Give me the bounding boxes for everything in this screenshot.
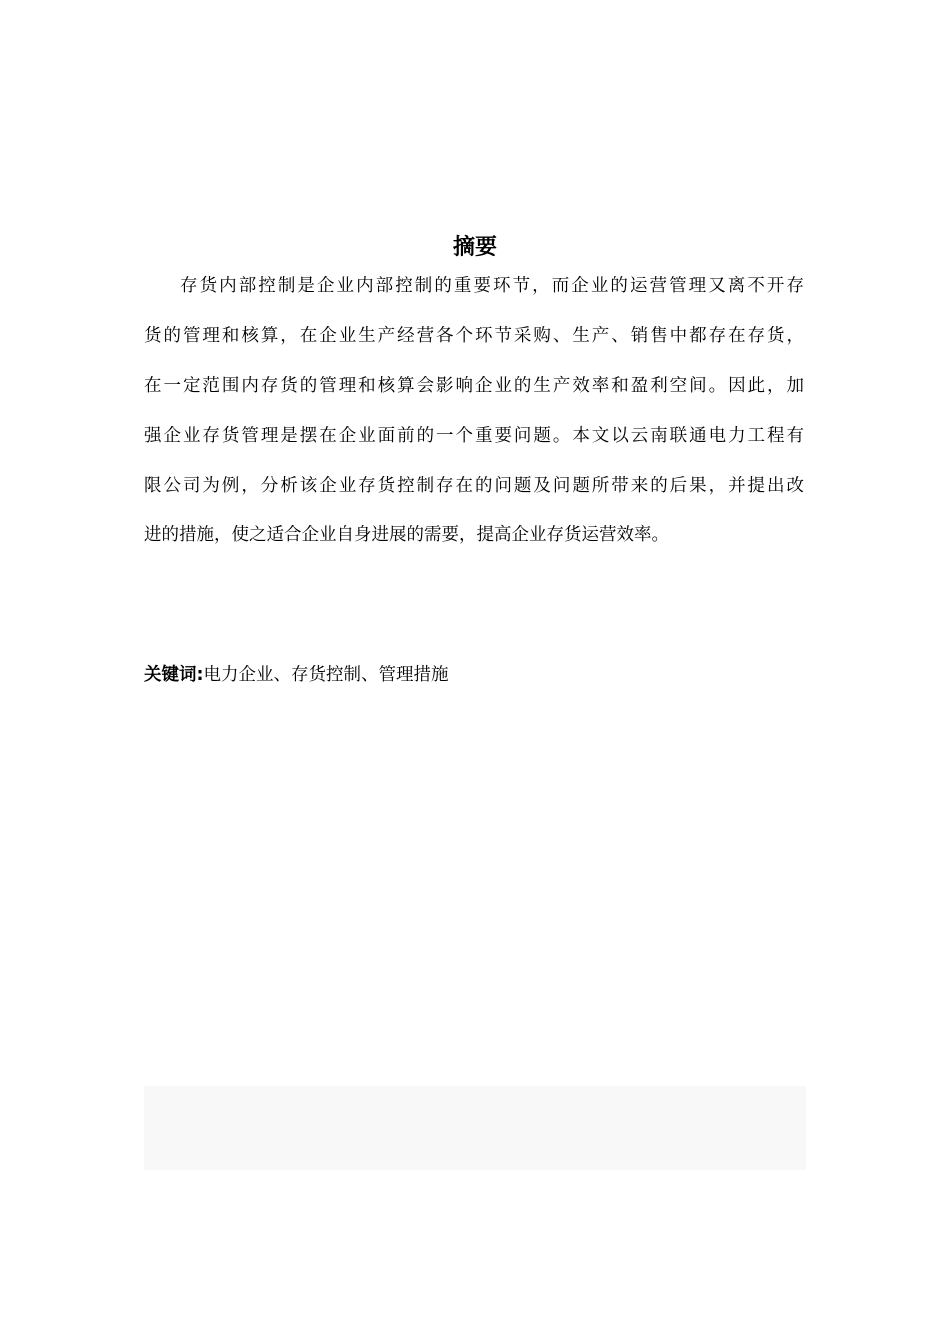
keywords-line bbox=[144, 662, 449, 688]
abstract-paragraph-line: 货的管理和核算，在企业生产经营各个环节采购、生产、销售中都存在存货， bbox=[144, 326, 804, 346]
abstract-paragraph-line: 进的措施，使之适合企业自身进展的需要，提高企业存货运营效率。 bbox=[144, 525, 669, 545]
keywords-label: 关键词: bbox=[144, 665, 204, 685]
abstract-paragraph-line: 强企业存货管理是摆在企业面前的一个重要问题。本文以云南联通电力工程有 bbox=[144, 426, 804, 446]
abstract-paragraph-line: 在一定范围内存货的管理和核算会影响企业的生产效率和盈利空间。因此，加 bbox=[144, 376, 804, 396]
abstract-title: 摘要 bbox=[452, 235, 497, 260]
abstract-paragraph-line: 限公司为例，分析该企业存货控制存在的问题及问题所带来的后果，并提出改 bbox=[144, 476, 804, 496]
abstract-paragraph-line: 存货内部控制是企业内部控制的重要环节，而企业的运营管理又离不开存 bbox=[180, 276, 804, 296]
footer-placeholder-box bbox=[144, 1086, 806, 1170]
keywords-value: 电力企业、存货控制、管理措施 bbox=[203, 665, 449, 685]
